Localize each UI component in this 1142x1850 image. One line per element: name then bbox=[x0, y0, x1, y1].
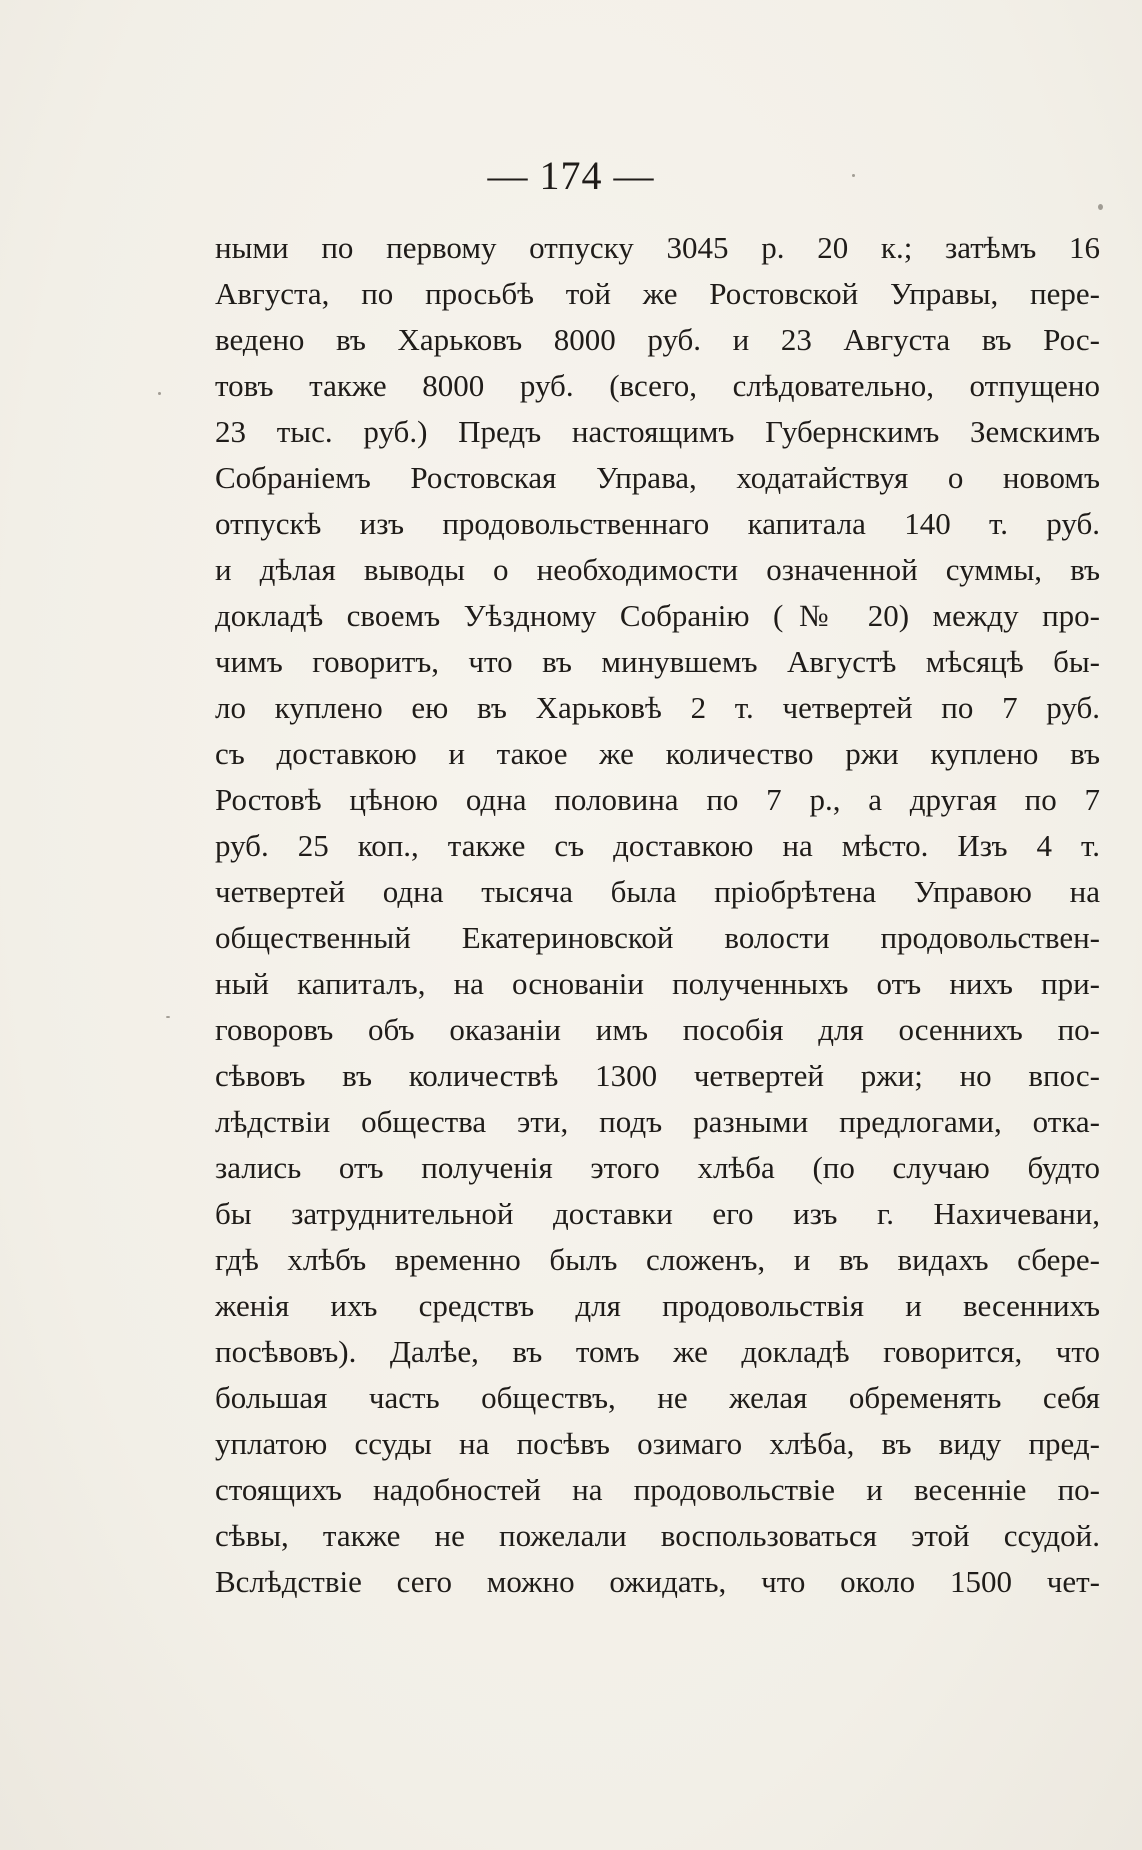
text-line: Собраніемъ Ростовская Управа, ходатайствуя о новомъ bbox=[215, 460, 1100, 495]
text-line: посѣвовъ). Далѣе, въ томъ же докладѣ говорится, что bbox=[215, 1334, 1100, 1369]
text-line: 23 тыс. руб.) Предъ настоящимъ Губернскимъ Земскимъ bbox=[215, 414, 1100, 449]
text-line: четвертей одна тысяча была пріобрѣтена Управою на bbox=[215, 874, 1100, 909]
page-number: — 174 — bbox=[487, 153, 655, 198]
body-text bbox=[215, 225, 1100, 1605]
text-line: Ростовѣ цѣною одна половина по 7 р., а другая по 7 bbox=[215, 782, 1100, 817]
paper-speck bbox=[166, 1016, 170, 1018]
text-line: общественный Екатериновской волости продовольствен- bbox=[215, 920, 1100, 955]
text-line: съ доставкою и такое же количество ржи куплено въ bbox=[215, 736, 1100, 771]
text-line: сѣвовъ въ количествѣ 1300 четвертей ржи; но впос- bbox=[215, 1058, 1100, 1093]
text-line: товъ также 8000 руб. (всего, слѣдовательно, отпущено bbox=[215, 368, 1100, 403]
text-line: женія ихъ средствъ для продовольствія и весеннихъ bbox=[215, 1288, 1100, 1323]
text-line: и дѣлая выводы о необходимости означенной суммы, въ bbox=[215, 552, 1100, 587]
text-line: сѣвы, также не пожелали воспользоваться этой ссудой. bbox=[215, 1518, 1100, 1553]
text-line: лѣдствіи общества эти, подъ разными предлогами, отка- bbox=[215, 1104, 1100, 1139]
text-line: отпускѣ изъ продовольственнаго капитала 140 т. руб. bbox=[215, 506, 1100, 541]
text-line: ведено въ Харьковъ 8000 руб. и 23 Августа въ Рос- bbox=[215, 322, 1100, 357]
paper-speck bbox=[852, 174, 855, 177]
text-line: стоящихъ надобностей на продовольствіе и весенніе по- bbox=[215, 1472, 1100, 1507]
text-line: Вслѣдствіе сего можно ожидать, что около 1500 чет- bbox=[215, 1564, 1100, 1599]
text-line: докладѣ своемъ Уѣздному Собранію (№ 20) между про- bbox=[215, 598, 1100, 633]
text-line: руб. 25 коп., также съ доставкою на мѣсто. Изъ 4 т. bbox=[215, 828, 1100, 863]
text-line: ло куплено ею въ Харьковѣ 2 т. четвертей по 7 руб. bbox=[215, 690, 1100, 725]
text-line: говоровъ объ оказаніи имъ пособія для осеннихъ по- bbox=[215, 1012, 1100, 1047]
paper-speck bbox=[1098, 204, 1103, 210]
text-line: бы затруднительной доставки его изъ г. Нахичевани, bbox=[215, 1196, 1100, 1231]
text-line: Августа, по просьбѣ той же Ростовской Управы, пере- bbox=[215, 276, 1100, 311]
text-line: уплатою ссуды на посѣвъ озимаго хлѣба, въ виду пред- bbox=[215, 1426, 1100, 1461]
paper-speck bbox=[158, 392, 161, 395]
text-line: гдѣ хлѣбъ временно былъ сложенъ, и въ видахъ сбере- bbox=[215, 1242, 1100, 1277]
text-line: чимъ говоритъ, что въ минувшемъ Августѣ мѣсяцѣ бы- bbox=[215, 644, 1100, 679]
text-line: зались отъ полученія этого хлѣба (по случаю будто bbox=[215, 1150, 1100, 1185]
text-line: ный капиталъ, на основаніи полученныхъ отъ нихъ при- bbox=[215, 966, 1100, 1001]
text-line: большая часть обществъ, не желая обременять себя bbox=[215, 1380, 1100, 1415]
text-line: ными по первому отпуску 3045 р. 20 к.; затѣмъ 16 bbox=[215, 230, 1100, 265]
